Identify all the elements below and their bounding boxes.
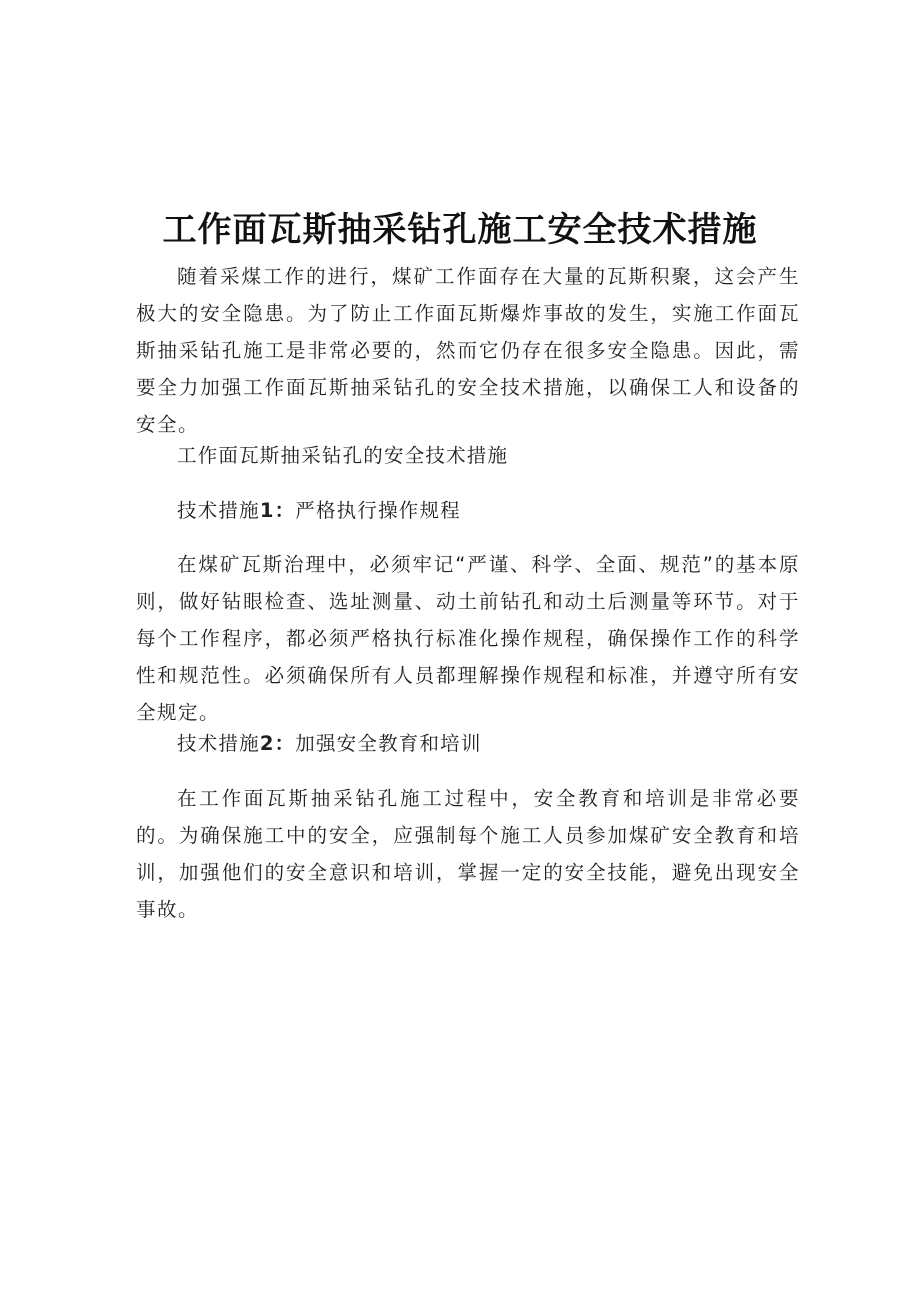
measure-2-number: 2： — [259, 732, 296, 755]
measure-1-heading — [177, 492, 461, 529]
section-heading: 工作面瓦斯抽采钻孔的安全技术措施 — [177, 444, 509, 467]
measure-1-prefix: 技术措施 — [177, 499, 260, 522]
intro-paragraph: 随着采煤工作的进行，煤矿工作面存在大量的瓦斯积聚，这会产生极大的安全隐患。为了防止工作面瓦斯爆炸事故的发生，实施工作面瓦斯抽采钻孔施工是非常必要的，然而它仍存在很多安全隐患。因此，需要全力加强工作面瓦斯抽采钻孔的安全技术措施，以确保工人和设备的安全。 — [136, 265, 800, 436]
measure-2-heading — [177, 725, 482, 762]
document-title: 工作面瓦斯抽采钻孔施工安全技术措施 — [162, 210, 758, 250]
measure-2-prefix: 技术措施 — [177, 732, 260, 755]
measure-2-name: 加强安全教育和培训 — [295, 732, 482, 755]
measure-1-number: 1： — [259, 499, 296, 522]
measure-1-name: 严格执行操作规程 — [295, 499, 461, 522]
measure-1-body: 在煤矿瓦斯治理中，必须牢记“严谨、科学、全面、规范”的基本原则，做好钻眼检查、选址测量、动土前钻孔和动土后测量等环节。对于每个工作程序，都必须严格执行标准化操作规程，确保操作工作的科学性和规范性。必须确保所有人员都理解操作规程和标准，并遵守所有安全规定。 — [136, 553, 800, 724]
measure-2-body: 在工作面瓦斯抽采钻孔施工过程中，安全教育和培训是非常必要的。为确保施工中的安全，应强制每个施工人员参加煤矿安全教育和培训，加强他们的安全意识和培训，掌握一定的安全技能，避免出现安全事故。 — [136, 787, 800, 921]
